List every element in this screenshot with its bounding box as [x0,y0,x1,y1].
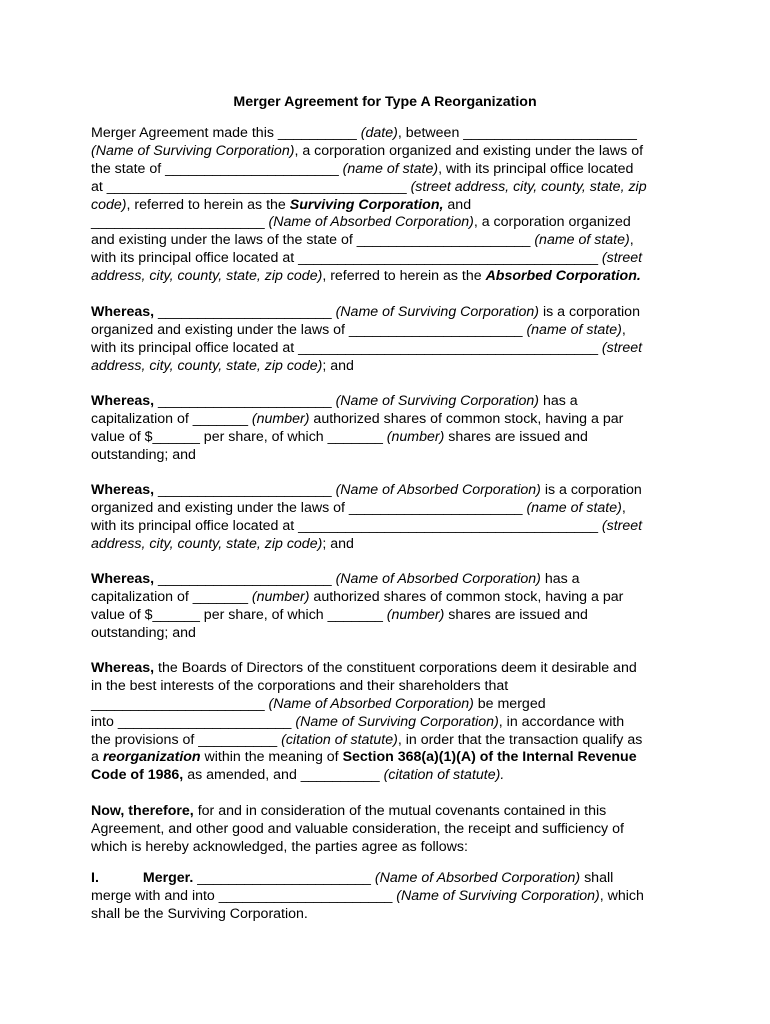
text-line: value of $______ per share, of which _______ (number) shares are issued and [91,606,588,623]
section-heading: Merger. [142,870,194,886]
document-title: Merger Agreement for Type A Reorganization [233,94,537,110]
text-line: Now, therefore, for and in consideration of the mutual covenants contained in this [91,803,607,819]
whereas-paragraph-2 [91,393,691,465]
whereas-paragraph-4 [91,571,691,643]
text-line: Whereas, the Boards of Directors of the constituent corporations deem it desirable and [91,660,637,676]
text-line: with its principal office located at ______________________________________ (street [91,250,643,267]
text-line: into ______________________ (Name of Surviving Corporation), in accordance with [91,713,625,730]
text-line: shall be the Surviving Corporation. [91,905,308,922]
now-therefore-paragraph [91,803,691,857]
intro-paragraph [91,125,691,286]
text-line: which is hereby acknowledged, the parties agree as follows: [91,838,468,855]
section-i-merger [91,870,691,924]
text-line: a reorganization within the meaning of Section 368(a)(1)(A) of the Internal Revenue [91,749,637,766]
text-line: Code of 1986, as amended, and __________ (citation of statute). [91,767,505,784]
text-line: in the best interests of the corporations and their shareholders that [91,677,509,694]
text-line: ______________________ (Name of Absorbed Corporation) be merged [91,695,546,712]
text-line: Whereas, ______________________ (Name of Absorbed Corporation) has a [91,571,580,587]
whereas-paragraph-3 [91,482,691,554]
whereas-paragraph-1 [91,304,691,376]
text-line: Whereas, ______________________ (Name of Absorbed Corporation) is a corporation [91,482,642,498]
text-line: at ______________________________________ (street address, city, county, state, zip [91,178,647,195]
text-line: address, city, county, state, zip code), referred to herein as the Absorbed Corporation. [91,268,641,285]
text-line: I. Merger. ______________________ (Name of Absorbed Corporation) shall [91,870,614,886]
text-line: with its principal office located at ______________________________________ (street [91,339,643,356]
text-line: the provisions of __________ (citation of statute), in order that the transaction qualify as [91,731,643,748]
text-line: and existing under the laws of the state of ______________________ (name of state), [91,232,634,249]
text-line: organized and existing under the laws of ______________________ (name of state), [91,321,626,338]
text-line: address, city, county, state, zip code); and [91,535,354,552]
text-line: capitalization of _______ (number) authorized shares of common stock, having a par [91,410,624,427]
text-line: outstanding; and [91,624,196,641]
text-line: merge with and into ______________________ (Name of Surviving Corporation), which [91,887,644,904]
text-line: value of $______ per share, of which _______ (number) shares are issued and [91,428,588,445]
text-line: with its principal office located at ______________________________________ (street [91,517,643,534]
text-line: the state of ______________________ (name of state), with its principal office located [91,160,634,177]
text-line: Whereas, ______________________ (Name of Surviving Corporation) has a [91,393,578,409]
text-line: (Name of Surviving Corporation), a corporation organized and existing under the laws of [91,142,644,159]
whereas-paragraph-5 [91,660,691,785]
section-number: I. [91,870,99,886]
text-line: Merger Agreement made this __________ (date), between ______________________ [91,125,637,141]
text-line: outstanding; and [91,446,196,463]
text-line: Agreement, and other good and valuable consideration, the receipt and sufficiency of [91,820,624,837]
text-line: capitalization of _______ (number) authorized shares of common stock, having a par [91,588,624,605]
text-line: code), referred to herein as the Surviving Corporation, and [91,196,472,213]
text-line: address, city, county, state, zip code); and [91,357,354,374]
text-line: organized and existing under the laws of ______________________ (name of state), [91,499,626,516]
text-line: Whereas, ______________________ (Name of Surviving Corporation) is a corporation [91,304,640,320]
text-line: ______________________ (Name of Absorbed Corporation), a corporation organized [91,214,631,231]
